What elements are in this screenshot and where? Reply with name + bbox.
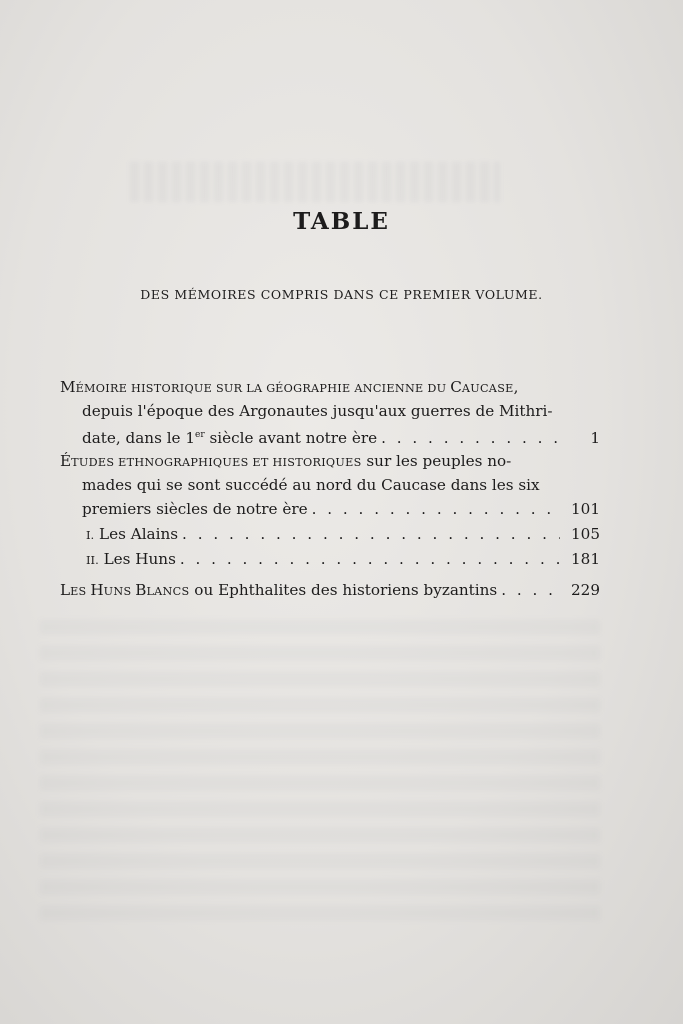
toc-entry-1-line-3: date, dans le 1er siècle avant notre ère . . . 1 (82, 424, 600, 446)
toc-entry-2-line-3: premiers siècles de notre ère . . . 101 (82, 498, 600, 520)
leader-dots (312, 498, 560, 520)
page-number: 105 (571, 525, 600, 543)
page-title: TABLE (293, 208, 390, 235)
show-through-heading (130, 162, 500, 202)
toc-entry-2-line-2: mades qui se sont succédé au nord du Caucase dans les six (82, 476, 540, 494)
leader-dots (182, 523, 560, 545)
toc-entry-1-line-1: MÉMOIRE HISTORIQUE SUR LA GÉOGRAPHIE ANCIENNE DU CAUCASE, (60, 378, 519, 396)
toc-entry-3: LES HUNS BLANCS ou Ephthalites des historiens byzantins . . . 229 (60, 579, 600, 601)
page-number: 1 (590, 429, 600, 448)
leader-dots (381, 427, 560, 449)
leader-dots (501, 579, 560, 601)
page-number: 229 (571, 581, 600, 599)
page-number: 181 (571, 550, 600, 568)
toc-subentry-2: II. Les Huns . . . 181 (86, 548, 600, 570)
show-through-text (40, 620, 600, 920)
leader-dots (180, 548, 560, 570)
toc-subentry-1: I. Les Alains . . . 105 (86, 523, 600, 545)
toc-entry-1-line-2: depuis l'époque des Argonautes jusqu'aux guerres de Mithri- (82, 402, 553, 420)
page-subtitle: DES MÉMOIRES COMPRIS DANS CE PREMIER VOLUME. (140, 287, 543, 302)
page-number: 101 (571, 500, 600, 518)
toc-entry-2-line-1: ÉTUDES ETHNOGRAPHIQUES ET HISTORIQUES sur les peuples no- (60, 452, 512, 470)
